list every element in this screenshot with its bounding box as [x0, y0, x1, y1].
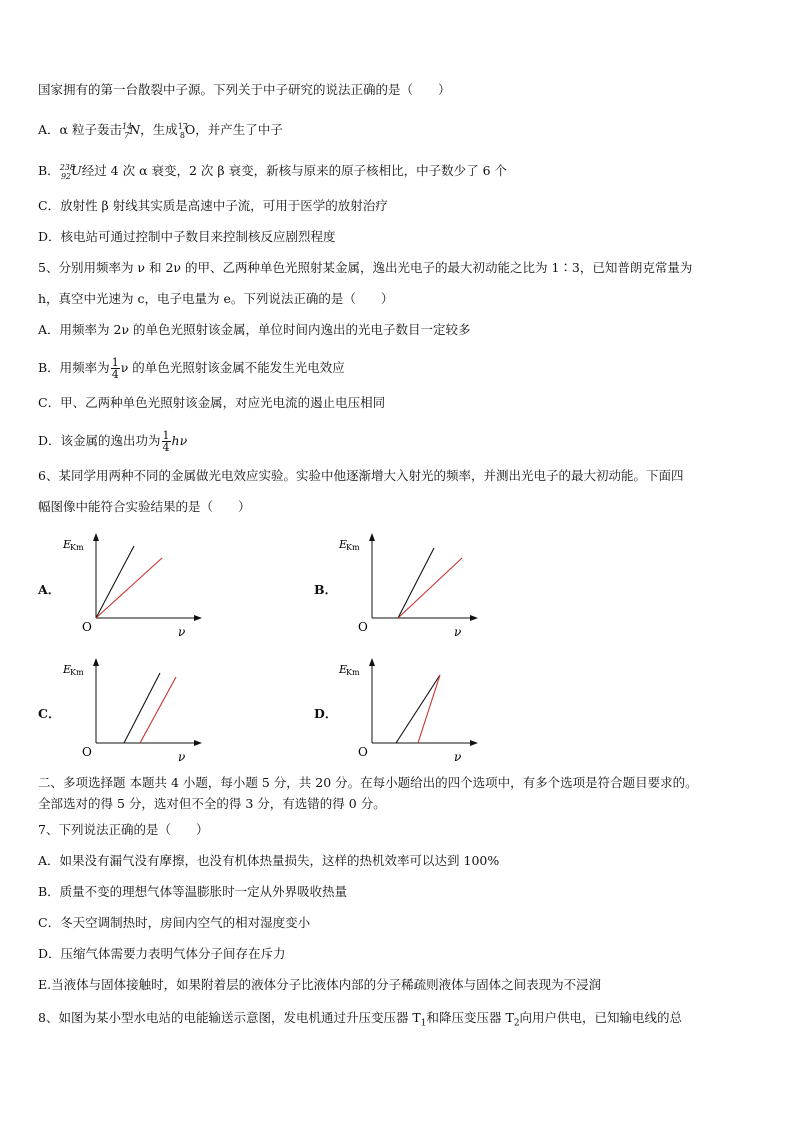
q4-a-suffix: ，并产生了中子	[195, 122, 283, 138]
graph-d-x-label: ν	[454, 750, 462, 764]
graph-a-origin: O	[82, 620, 92, 634]
q7-option-a: A．如果没有漏气没有摩擦，也没有机体热量损失，这样的热机效率可以达到 100%	[38, 853, 500, 868]
graph-c-origin: O	[82, 745, 92, 759]
graph-d-y-label: E	[339, 663, 348, 676]
graph-a	[58, 530, 208, 642]
q4-option-d: D．核电站可通过控制中子数目来控制核反应剧烈程度	[38, 229, 336, 244]
graph-c-y-sub: Km	[70, 668, 84, 677]
q5-option-d: D．该金属的逸出功为 $\frac{1}{4}$ hν	[38, 429, 188, 454]
oxygen-isotope: $^{17}_8$O	[177, 122, 196, 140]
section2-heading-line2: 全部选对的得 5 分，选对但不全的得 3 分，有选错的得 0 分。	[38, 796, 386, 811]
q4-option-a	[38, 119, 283, 144]
q4-option-c: C．放射性 β 射线其实质是高速中子流，可用于医学的放射治疗	[38, 198, 388, 213]
q5-stem-line1: 5、分别用频率为 ν 和 2ν 的甲、乙两种单色光照射某金属，逸出光电子的最大初动能之比为 1∶3，已知普朗克常量为	[38, 260, 693, 275]
graph-a-y-label: E	[63, 538, 72, 551]
graph-c	[58, 655, 208, 767]
graph-b-origin: O	[358, 620, 368, 634]
q5-option-c: C．甲、乙两种单色光照射该金属，对应光电流的遏止电压相同	[38, 395, 386, 410]
graph-a-y-sub: Km	[70, 543, 84, 552]
uranium-isotope: $^{238}_{92}$U	[59, 163, 82, 181]
section2-heading-line1: 二、多项选择题 本题共 4 小题，每小题 5 分，共 20 分。在每小题给出的四个选项中，有多个选项是符合题目要求的。	[38, 775, 698, 790]
graph-b-x-label: ν	[454, 625, 462, 639]
q7-stem: 7、下列说法正确的是（ ）	[38, 822, 209, 837]
graph-a-label: A．	[38, 582, 61, 597]
graph-b	[334, 530, 484, 642]
graph-d-y-sub: Km	[346, 668, 360, 677]
graph-a-x-label: ν	[178, 625, 186, 639]
q4-a-mid: ，生成	[140, 122, 178, 138]
graph-c-y-label: E	[63, 663, 72, 676]
q5-option-a: A．用频率为 2ν 的单色光照射该金属，单位时间内逸出的光电子数目一定较多	[38, 322, 471, 337]
graph-d-label: D．	[314, 706, 338, 721]
graph-b-label: B．	[314, 582, 338, 597]
graph-d-origin: O	[358, 745, 368, 759]
q4-option-b: B．$^{238}_{92}$U经过 4 次 α 衰变，2 次 β 衰变，新核与原来的原子核相比，中子数少了 6 个	[38, 160, 507, 185]
q7-option-c: C．冬天空调制热时，房间内空气的相对湿度变小	[38, 915, 311, 930]
q8-stem: 8、如图为某小型水电站的电能输送示意图，发电机通过升压变压器 $T_1$和降压变压器 $T_2$向用户供电，已知输电线的总	[38, 1010, 683, 1029]
fraction-one-quarter: $\frac{1}{4}$	[162, 429, 170, 454]
q5-option-b: B．用频率为 $\frac{1}{4}$ ν 的单色光照射该金属不能发生光电效应	[38, 356, 345, 381]
graph-c-label: C．	[38, 706, 61, 721]
q7-option-b: B．质量不变的理想气体等温膨胀时一定从外界吸收热量	[38, 884, 348, 899]
nitrogen-isotope: $^{14}_7$N	[121, 122, 141, 140]
fraction-one-quarter: $\frac{1}{4}$	[111, 356, 119, 381]
q4-a-prefix: A．α 粒子轰击	[38, 122, 122, 138]
graph-b-y-sub: Km	[346, 543, 360, 552]
q6-stem-line1: 6、某同学用两种不同的金属做光电效应实验。实验中他逐渐增大入射光的频率，并测出光电子的最大初动能。下面四	[38, 468, 684, 483]
q4-stem: 国家拥有的第一台散裂中子源。下列关于中子研究的说法正确的是（ ）	[38, 82, 451, 97]
q7-option-d: D．压缩气体需要力表明气体分子间存在斥力	[38, 946, 286, 961]
q7-option-e: E.当液体与固体接触时，如果附着层的液体分子比液体内部的分子稀疏则液体与固体之间表现为不浸润	[38, 977, 602, 992]
graph-c-x-label: ν	[178, 750, 186, 764]
q5-stem-line2: h，真空中光速为 c，电子电量为 e。下列说法正确的是（ ）	[38, 291, 394, 306]
graph-d	[334, 655, 484, 767]
graph-b-y-label: E	[339, 538, 348, 551]
q6-stem-line2: 幅图像中能符合实验结果的是（ ）	[38, 499, 251, 514]
